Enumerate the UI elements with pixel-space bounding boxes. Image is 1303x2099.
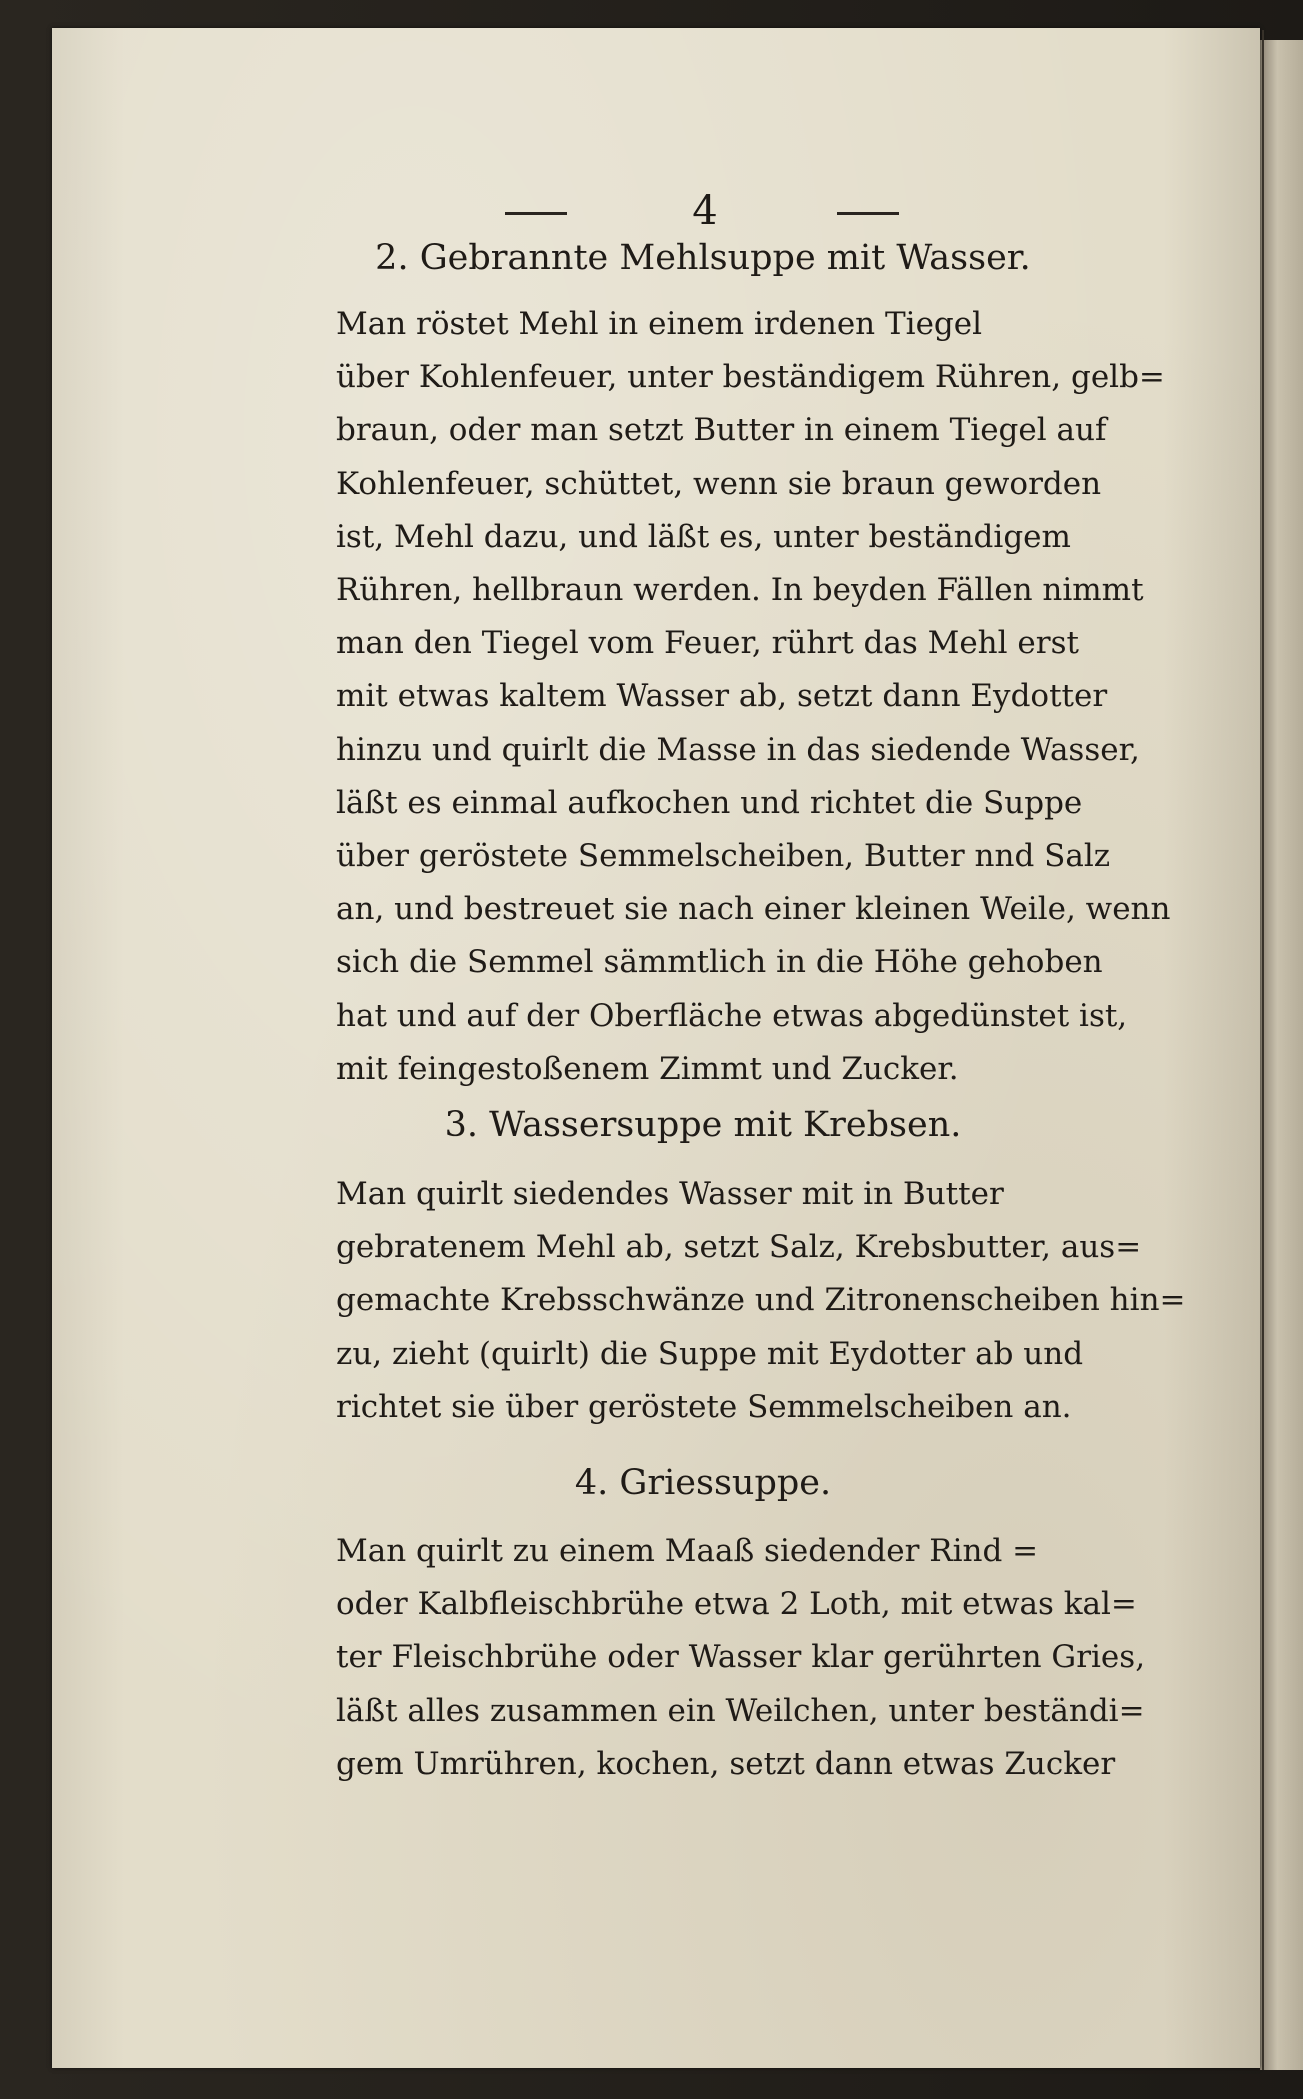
text-line: läßt alles zusammen ein Weilchen, unter beständi= <box>336 1692 1145 1729</box>
header-dash-right <box>837 212 899 215</box>
section-heading-gebrannte-mehlsuppe: 2. Gebrannte Mehlsuppe mit Wasser. <box>375 238 1031 278</box>
text-line: mit etwas kaltem Wasser ab, setzt dann Eydotter <box>336 678 1108 715</box>
text-line: Rühren, hellbraun werden. In beyden Fällen nimmt <box>336 572 1144 609</box>
text-line: sich die Semmel sämmtlich in die Höhe gehoben <box>336 944 1103 981</box>
section-heading-wassersuppe-krebsen: 3. Wassersuppe mit Krebsen. <box>444 1105 962 1145</box>
section-body-gebrannte-mehlsuppe <box>250 298 1171 1096</box>
text-line: hinzu und quirlt die Masse in das siedende Wasser, <box>336 731 1140 768</box>
text-line: über geröstete Semmelscheiben, Butter nnd Salz <box>336 838 1111 875</box>
book-gutter-line <box>1262 30 1264 2070</box>
page-number: 4 <box>692 188 718 234</box>
text-line: oder Kalbfleischbrühe etwa 2 Loth, mit etwas kal= <box>336 1586 1137 1623</box>
text-line: ter Fleischbrühe oder Wasser klar gerührten Gries, <box>336 1639 1146 1676</box>
section-body-wassersuppe-krebsen <box>250 1168 1186 1434</box>
text-line: richtet sie über geröstete Semmelscheiben an. <box>336 1388 1072 1425</box>
text-line: mit feingestoßenem Zimmt und Zucker. <box>336 1050 959 1087</box>
text-line: Man röstet Mehl in einem irdenen Tiegel <box>336 306 983 342</box>
adjacent-page-edge <box>1260 40 1303 2070</box>
page-header <box>505 188 905 244</box>
text-line: man den Tiegel vom Feuer, rührt das Mehl erst <box>336 625 1079 662</box>
text-line: Man quirlt zu einem Maaß siedender Rind = <box>336 1533 1039 1569</box>
paragraph <box>250 1525 1156 1791</box>
section-heading-griessuppe: 4. Griessuppe. <box>574 1463 832 1503</box>
text-line: an, und bestreuet sie nach einer kleinen Weile, wenn <box>336 891 1171 928</box>
section-body-griessuppe <box>250 1525 1156 1791</box>
text-line: gebratenem Mehl ab, setzt Salz, Krebsbutter, aus= <box>336 1229 1142 1266</box>
text-line: läßt es einmal aufkochen und richtet die Suppe <box>336 784 1083 821</box>
paragraph <box>250 298 1171 1096</box>
text-line: gemachte Krebsschwänze und Zitronenscheiben hin= <box>336 1282 1186 1319</box>
header-dash-left <box>505 212 567 215</box>
text-line: ist, Mehl dazu, und läßt es, unter beständigem <box>336 518 1071 555</box>
text-line: hat und auf der Oberfläche etwas abgedünstet ist, <box>336 997 1128 1034</box>
text-line: braun, oder man setzt Butter in einem Tiegel auf <box>336 412 1107 449</box>
text-line: Man quirlt siedendes Wasser mit in Butter <box>336 1176 1004 1212</box>
text-line: gem Umrühren, kochen, setzt dann etwas Zucker <box>336 1745 1116 1782</box>
text-line: zu, zieht (quirlt) die Suppe mit Eydotter ab und <box>336 1335 1084 1372</box>
text-line: über Kohlenfeuer, unter beständigem Rühren, gelb= <box>336 359 1165 396</box>
paragraph <box>250 1168 1186 1434</box>
text-line: Kohlenfeuer, schüttet, wenn sie braun geworden <box>336 465 1102 502</box>
